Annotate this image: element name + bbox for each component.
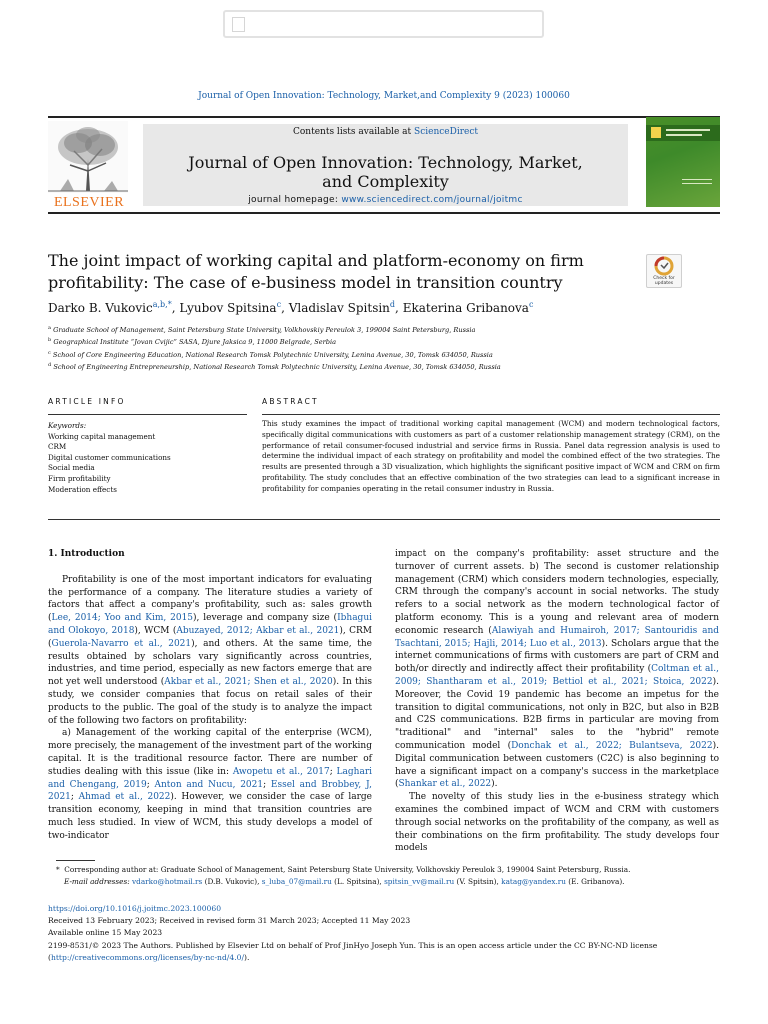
email-label: E-mail addresses:: [64, 877, 130, 886]
body-text: a) Management of the working capital of the enterprise (WCM), more precisely, the management of the investment part of the working capital. It is the traditional resource factor. There are number of studies dealing with this issue (like in:: [48, 728, 372, 777]
footnote-rule: [56, 860, 95, 861]
author-list: Darko B. Vukovic$^{a,b,*}$, Lyubov Spitsina$^c$, Vladislav Spitsin$^d$, Ekaterina Gribanova$^c$: [48, 300, 534, 315]
elsevier-wordmark: ELSEVIER: [53, 195, 125, 210]
page-thumbnail-icon[interactable]: [232, 17, 245, 32]
cover-title-line: [666, 134, 702, 136]
citation-link[interactable]: Lee, 2014; Yoo and Kim, 2015: [51, 613, 194, 624]
affiliation-item: [48, 323, 720, 335]
article-info-rule: [48, 414, 247, 415]
section-heading-introduction: 1. Introduction: [48, 549, 125, 559]
author-affiliation-marker[interactable]: d: [389, 300, 396, 309]
citation-link[interactable]: Ahmad et al., 2022: [78, 792, 171, 803]
masthead-bottom-rule: [48, 212, 720, 214]
body-text: ). Digital communication between customers (C2C) is also beginning to have a significant impact on a company's success in the marketplace (: [395, 740, 719, 790]
affiliations: [48, 323, 720, 373]
body-text: ). In this study, we consider companies that focus on retail sales of their products to the public. The goal of the study is to analyze the impact of the following two factors on profitability:: [48, 677, 373, 726]
article-title-line-1: The joint impact of working capital and platform-economy on firm: [48, 251, 584, 270]
footnote: [56, 864, 720, 888]
keyword-item: Digital customer communications: [48, 452, 171, 462]
citation-link[interactable]: Coltman et al., 2009; Shantharam et al., 2019; Bettiol et al., 2021; Stoica, 2022: [395, 664, 719, 687]
email-link[interactable]: s_luba_07@mail.ru: [261, 877, 332, 886]
email-link[interactable]: spitsin_vv@mail.ru: [384, 877, 455, 886]
cover-text-line: [682, 183, 712, 184]
keyword-item: Social media: [48, 463, 95, 473]
license-statement: 2199-8531/© 2023 The Authors. Published by Elsevier Ltd on behalf of Prof JinHyo Joseph Yun. This is an open access article under the CC BY-NC-ND license: [48, 940, 658, 950]
keyword-item: Moderation effects: [48, 484, 117, 494]
contents-line: [143, 127, 628, 137]
author-affiliation-marker[interactable]: a,b,*: [152, 300, 172, 309]
license-link[interactable]: http://creativecommons.org/licenses/by-nc-nd/4.0/: [50, 952, 245, 962]
author-name: Darko B. Vukovic: [48, 301, 153, 315]
body-text: Profitability is one of the most important indicators for evaluating the performance of a company. The literature studies a variety of factors that affect a company's profitability, such as: sales growth (: [48, 574, 372, 624]
citation-link[interactable]: Donchak et al., 2022; Bulantseva, 2022: [511, 740, 713, 751]
publication-info: [48, 903, 720, 964]
license-url-line: [48, 952, 720, 964]
email-owner: (D.B. Vukovic),: [202, 877, 262, 886]
cover-emblem: [651, 127, 661, 138]
homepage-prefix: journal homepage:: [248, 195, 342, 205]
affiliation-text: School of Engineering Entrepreneurship, National Research Tomsk Polytechnic University, Lenina Avenue, 30, Tomsk 634050, Russia: [53, 363, 501, 372]
cover-text-line: [682, 179, 712, 180]
body-paragraph: [48, 574, 372, 728]
citation-link[interactable]: Alawiyah and Humairoh, 2017; Santouridis and Tsachtani, 2015; Hajli, 2014; Luo et al., 2013: [395, 625, 720, 649]
body-column-left: [48, 548, 372, 843]
affiliation-text: Geographical Institute “Jovan Cvijic” SASA, Djure Jaksica 9, 11000 Belgrade, Serbia: [53, 338, 337, 347]
affiliation-text: Graduate School of Management, Saint Petersburg State University, Volkhovskiy Pereulok 3, 199004 Saint Petersburg, Russia: [53, 326, 476, 335]
author-name: Ekaterina Gribanova: [402, 301, 529, 315]
license-paren-close: ).: [244, 952, 250, 962]
affiliation-text: School of Core Engineering Education, National Research Tomsk Polytechnic University, Lenina Avenue, 30, Tomsk 634050, Russia: [52, 351, 493, 360]
email-owner: (L. Spitsina),: [331, 877, 385, 886]
affiliation-item: [48, 348, 720, 360]
email-link[interactable]: vdarko@hotmail.rs: [132, 877, 203, 886]
body-text: The novelty of this study lies in the e-business strategy which examines the combined impact of WCM and CRM with customers through social networks on the profitability of the company, as well as their combinations on the firm profitability. The study develops four models: [395, 792, 719, 854]
author-affiliation-marker[interactable]: c: [276, 300, 282, 309]
doi-link[interactable]: https://doi.org/10.1016/j.joitmc.2023.100060: [48, 904, 222, 913]
homepage-link[interactable]: www.sciencedirect.com/journal/joitmc: [341, 195, 523, 205]
footnote-star: *: [56, 865, 60, 874]
abstract-bottom-rule: [48, 519, 720, 520]
sciencedirect-link[interactable]: ScienceDirect: [414, 127, 478, 137]
affiliation-item: [48, 360, 720, 372]
body-paragraph: [395, 791, 719, 855]
body-text: impact on the company's profitability: asset structure and the turnover of current assets. b) The second is customer relationship management (CRM) which considers modern technologies, especially, CRM through the company's account in social networks. The study refers to a social network as the modern technological factor of platform economy. This is a young and relevant area of modern economic research (: [395, 549, 719, 636]
journal-header-box: [143, 124, 628, 206]
corresponding-text: Corresponding author at: Graduate School of Management, Saint Petersburg State University, Volkhovskiy Pereulok 3, 199004 Saint Petersburg, Russia.: [64, 865, 631, 874]
viewer-toolbar-box[interactable]: [223, 10, 544, 38]
email-link[interactable]: katag@yandex.ru: [501, 877, 566, 886]
citation-link[interactable]: Laghari and Chengang, 2019: [48, 766, 372, 790]
check-updates-text: Check for updates: [653, 276, 675, 286]
keyword-item: Firm profitability: [48, 473, 111, 483]
citation-link[interactable]: Awopetu et al., 2017: [232, 766, 330, 777]
journal-homepage: [143, 195, 628, 205]
affiliation-item: [48, 335, 720, 347]
email-owner: (V. Spitsin),: [454, 877, 502, 886]
available-online: Available online 15 May 2023: [48, 928, 163, 938]
masthead: [48, 117, 720, 210]
affiliation-marker: a: [48, 325, 51, 331]
body-text: ). However, we consider the case of large transition economy, keeping in mind that transition countries are much less studied. In view of WCM, this study develops a model of two-indicator: [48, 792, 372, 841]
author-name: Vladislav Spitsin: [288, 301, 390, 315]
citation-link[interactable]: Abuzayed, 2012; Akbar et al., 2021: [176, 625, 340, 636]
license-paren-open: (: [48, 952, 51, 962]
body-text: ).: [491, 779, 498, 790]
keywords-label: Keywords:: [48, 421, 87, 430]
check-for-updates-badge[interactable]: [646, 254, 682, 288]
citation-link[interactable]: Essel and Brobbey, J, 2021: [48, 779, 372, 803]
journal-title-line-1: Journal of Open Innovation: Technology, Market,: [188, 153, 583, 172]
body-column-right: [395, 548, 719, 855]
email-owner: (E. Gribanova).: [565, 877, 625, 886]
body-text: ), leverage and company size (: [193, 613, 338, 624]
body-text: ), WCM (: [134, 625, 177, 636]
corresponding-author-note: [56, 864, 720, 876]
citation-link[interactable]: Shankar et al., 2022: [398, 779, 492, 790]
body-text: ), and others. At the same time, the results obtained by scholars vary significantly across countries, industries, and time period, especially as new factors emerge that are not yet well understood (: [48, 638, 372, 688]
body-text: ). Moreover, the Covid 19 pandemic has become an impetus for the transition to digital communications, not only in B2C, but also in B2B and C2S communications. B2B firms in particular are moving from "traditional" and "internal" sales to the "hybrid" remote communication model (: [395, 676, 719, 751]
email-addresses: [56, 876, 720, 888]
body-text: ;: [329, 766, 337, 777]
citation-link[interactable]: Akbar et al., 2021; Shen et al., 2020: [164, 677, 333, 688]
body-text: ;: [70, 792, 79, 803]
abstract-text: This study examines the impact of traditional working capital management (WCM) and modern technological factors, specifically digital communications with customers as part of a customer relationship management strategy (CRM), on the performance of retail consumer-focused industrial and service firms in Russia. Panel data regression analysis is used to determine the individual impact of each strategy on profitability and model the combined effect of the two strategies. The results are presented through a 3D visualization, which highlights the significant positive impact of WCM and CRM on firm profitability. The study concludes that an effective combination of the two strategies can lead to a significant increase in profitability for companies operating in the retail consumer industry in Russia.: [262, 419, 720, 493]
body-text: ;: [146, 779, 155, 790]
contents-prefix: Contents lists available at: [293, 127, 415, 137]
abstract-heading: ABSTRACT: [262, 397, 319, 406]
body-paragraph: [48, 727, 372, 842]
elsevier-logo: [48, 121, 128, 210]
citation-link[interactable]: Ibhagui and Olokoyo, 2018: [48, 613, 372, 636]
body-text: ), CRM (: [48, 625, 372, 649]
journal-citation[interactable]: Journal of Open Innovation: Technology, Market,and Complexity 9 (2023) 100060: [198, 91, 570, 101]
affiliation-marker: d: [48, 362, 52, 369]
body-text: ;: [263, 779, 271, 790]
elsevier-tree-icon: [48, 121, 128, 193]
keyword-item: CRM: [48, 442, 67, 452]
citation-link[interactable]: Guerola-Navarro et al., 2021: [51, 638, 192, 649]
check-updates-icon: [647, 255, 681, 277]
article-info-heading: ARTICLE INFO: [48, 397, 126, 406]
abstract-rule: [262, 414, 720, 415]
keywords-block: [48, 421, 247, 495]
journal-title: [143, 153, 628, 191]
article-title: [48, 250, 608, 294]
author-affiliation-marker[interactable]: c: [528, 300, 534, 309]
journal-title-line-2: and Complexity: [322, 172, 449, 191]
body-paragraph: [395, 548, 719, 791]
keyword-item: Working capital management: [48, 431, 156, 441]
cover-title-line: [666, 129, 710, 131]
received-dates: Received 13 February 2023; Received in revised form 31 March 2023; Accepted 11 May 2023: [48, 916, 411, 926]
article-title-line-2: profitability: The case of e-business model in transition country: [48, 273, 563, 292]
author-name: Lyubov Spitsina: [179, 301, 277, 315]
journal-cover-thumbnail[interactable]: [646, 117, 720, 207]
affiliation-marker: c: [48, 349, 51, 356]
affiliation-marker: b: [48, 337, 52, 344]
citation-link[interactable]: Anton and Nucu, 2021: [154, 779, 264, 790]
body-text: ). Scholars argue that the internet communications of firms with customers are part of CRM and both/or directly and indirectly affect their profitability (: [395, 638, 719, 675]
